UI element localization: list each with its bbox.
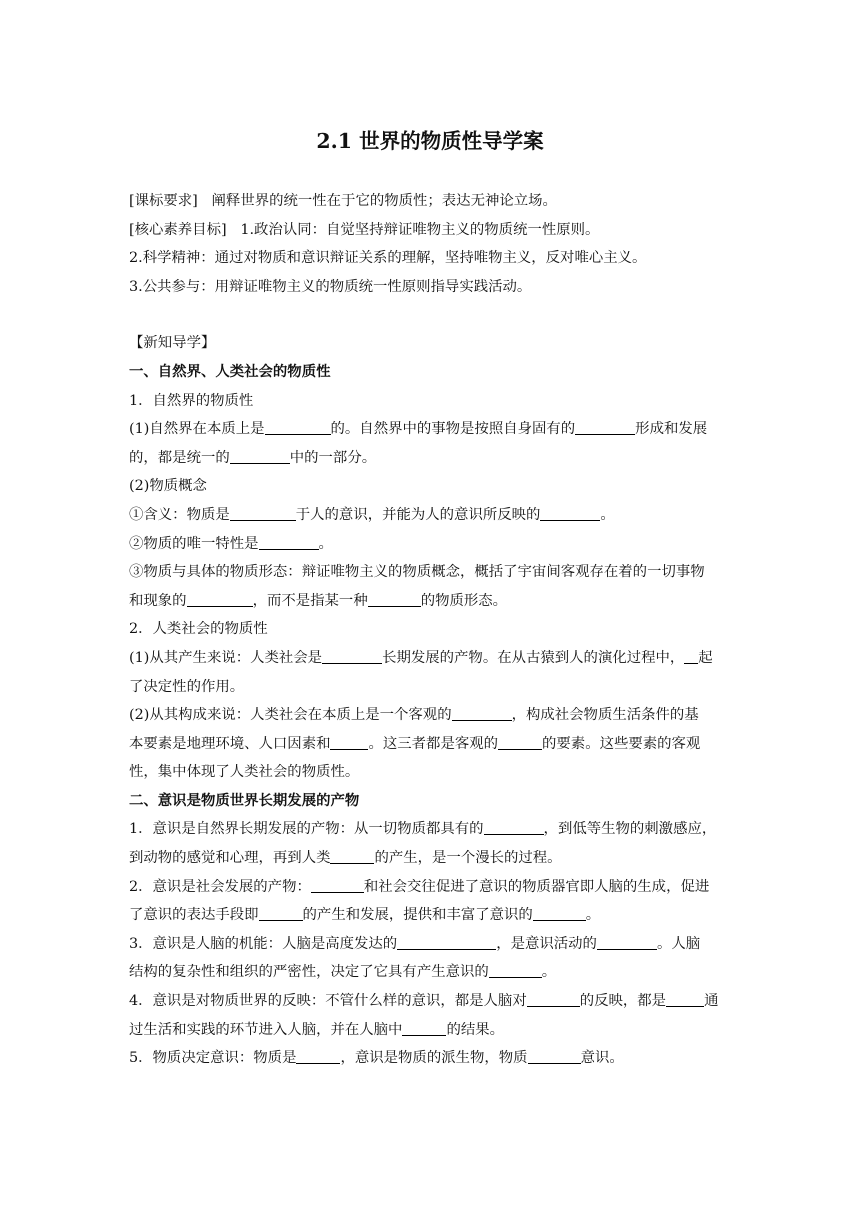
text: 1．意识是自然界长期发展的产物：从一切物质都具有的 [129, 821, 484, 838]
paragraph-line [129, 844, 731, 873]
paragraph-line [129, 644, 731, 673]
answer-blank[interactable] [330, 734, 368, 750]
core-literacy-goal [129, 216, 731, 245]
text: 。人脑 [656, 935, 701, 952]
answer-blank[interactable] [259, 905, 303, 921]
answer-blank[interactable] [533, 905, 586, 921]
core-goal-2: 2.科学精神：通过对物质和意识辩证关系的理解，坚持唯物主义，反对唯心主义。 [129, 250, 647, 267]
text: 本要素是地理环境、人口因素和 [129, 735, 331, 752]
paragraph-line [129, 415, 731, 444]
answer-blank[interactable] [187, 591, 253, 607]
text: 到动物的感觉和心理，再到人类 [129, 850, 331, 867]
paragraph-line [129, 530, 731, 559]
paragraph-line [129, 730, 731, 759]
paragraph-line: (2)物质概念 [129, 478, 207, 495]
text: ，构成社会物质生活条件的基 [511, 707, 699, 724]
answer-blank[interactable] [597, 934, 657, 950]
text: ②物质的唯一特性是 [129, 535, 259, 552]
text: ，是意识活动的 [496, 935, 597, 952]
course-requirement [129, 187, 731, 216]
paragraph-line [129, 587, 731, 616]
text: ，意识是物质的派生物，物质 [340, 1050, 528, 1067]
paragraph-line: ③物质与具体的物质形态：辩证唯物主义的物质概念，概括了宇宙间客观存在着的一切事物 [129, 564, 705, 581]
text: 。 [585, 907, 601, 924]
course-req-text: 阐释世界的统一性在于它的物质性；表达无神论立场。 [211, 193, 557, 209]
text: 于人的意识，并能为人的意识所反映的 [295, 506, 541, 523]
document-body [129, 124, 731, 1073]
text: 和社会交往促进了意识的物质器官即人脑的生成，促进 [363, 878, 710, 895]
paragraph-line [129, 901, 731, 930]
text: 。 [318, 535, 333, 552]
paragraph-line [129, 958, 731, 987]
answer-blank[interactable] [489, 962, 542, 978]
text: 意识。 [580, 1050, 624, 1067]
spacer [129, 301, 731, 329]
paragraph-line [129, 501, 731, 530]
answer-blank[interactable] [528, 1048, 581, 1064]
page-title: 2.1 世界的物质性导学案 [316, 129, 544, 153]
text: 通 [704, 993, 719, 1010]
text: ，到低等生物的刺激感应， [543, 821, 717, 838]
text: ①含义：物质是 [129, 506, 230, 523]
paragraph-line [129, 873, 731, 902]
answer-blank[interactable] [484, 819, 544, 835]
text: 和现象的 [129, 592, 187, 609]
text: 。这三者都是客观的 [368, 735, 499, 752]
text: (1)从其产生来说：人类社会是 [129, 649, 323, 666]
text: 的物质形态。 [420, 592, 508, 609]
text: 的，都是统一的 [129, 449, 230, 466]
answer-blank[interactable] [666, 991, 704, 1007]
answer-blank[interactable] [330, 848, 374, 864]
answer-blank[interactable] [527, 991, 580, 1007]
paragraph-line [129, 987, 731, 1016]
core-goal-1: 1.政治认同：自觉坚持辩证唯物主义的物质统一性原则。 [240, 221, 600, 238]
text: 起 [698, 649, 713, 666]
answer-blank[interactable] [230, 448, 290, 464]
text: (1)自然界在本质上是 [129, 421, 265, 438]
text: 。 [600, 506, 615, 523]
text: 2．意识是社会发展的产物： [129, 878, 311, 895]
section-label: 【新知导学】 [129, 335, 216, 352]
paragraph-line [129, 1016, 731, 1045]
paragraph-line [129, 815, 731, 844]
text: 的。自然界中的事物是按照自身固有的 [330, 421, 576, 438]
text: 4．意识是对物质世界的反映：不管什么样的意识，都是人脑对 [129, 993, 527, 1010]
answer-blank[interactable] [368, 591, 421, 607]
text: 过生活和实践的环节进入人脑，并在人脑中 [129, 1021, 403, 1038]
answer-blank[interactable] [397, 934, 496, 950]
part1-subheading-2: 2．人类社会的物质性 [129, 621, 268, 638]
course-req-label: [课标要求] [129, 193, 198, 209]
text: 形成和发展 [635, 421, 708, 438]
answer-blank[interactable] [259, 534, 319, 550]
text: 5．物质决定意识：物质是 [129, 1050, 297, 1067]
answer-blank[interactable] [322, 648, 382, 664]
text: ，而不是指某一种 [252, 592, 368, 609]
text: 的产生和发展，提供和丰富了意识的 [302, 907, 533, 924]
text: 长期发展的产物。在从古猿到人的演化过程中， [382, 649, 685, 666]
text: 。 [541, 964, 557, 981]
paragraph-line: 性，集中体现了人类社会的物质性。 [129, 764, 360, 781]
answer-blank[interactable] [498, 734, 542, 750]
answer-blank[interactable] [311, 877, 364, 893]
text: (2)从其构成来说：人类社会在本质上是一个客观的 [129, 707, 452, 724]
text: 的要素。这些要素的客观 [542, 735, 701, 752]
answer-blank[interactable] [265, 419, 331, 435]
paragraph-line [129, 701, 731, 730]
text: 了意识的表达手段即 [129, 907, 259, 924]
answer-blank[interactable] [230, 505, 296, 521]
part1-subheading-1: 1．自然界的物质性 [129, 392, 254, 409]
core-goal-3: 3.公共参与：用辩证唯物主义的物质统一性原则指导实践活动。 [129, 278, 532, 295]
answer-blank[interactable] [296, 1048, 340, 1064]
part2-heading: 二、意识是物质世界长期发展的产物 [129, 791, 360, 809]
answer-blank[interactable] [402, 1020, 446, 1036]
paragraph-line [129, 1044, 731, 1073]
text: 的反映，都是 [579, 993, 667, 1010]
core-label: [核心素养目标] [129, 221, 227, 238]
paragraph-line [129, 444, 731, 473]
text: 的产生，是一个漫长的过程。 [374, 850, 562, 867]
text: 的结果。 [446, 1021, 505, 1038]
text: 3．意识是人脑的机能：人脑是高度发达的 [129, 935, 398, 952]
answer-blank[interactable] [575, 419, 635, 435]
paragraph-line: 了决定性的作用。 [129, 678, 245, 695]
answer-blank[interactable] [452, 705, 512, 721]
paragraph-line [129, 930, 731, 959]
answer-blank[interactable] [684, 648, 698, 664]
text: 中的一部分。 [289, 449, 377, 466]
part1-heading: 一、自然界、人类社会的物质性 [129, 362, 331, 380]
answer-blank[interactable] [540, 505, 600, 521]
text: 结构的复杂性和组织的严密性，决定了它具有产生意识的 [129, 964, 489, 981]
